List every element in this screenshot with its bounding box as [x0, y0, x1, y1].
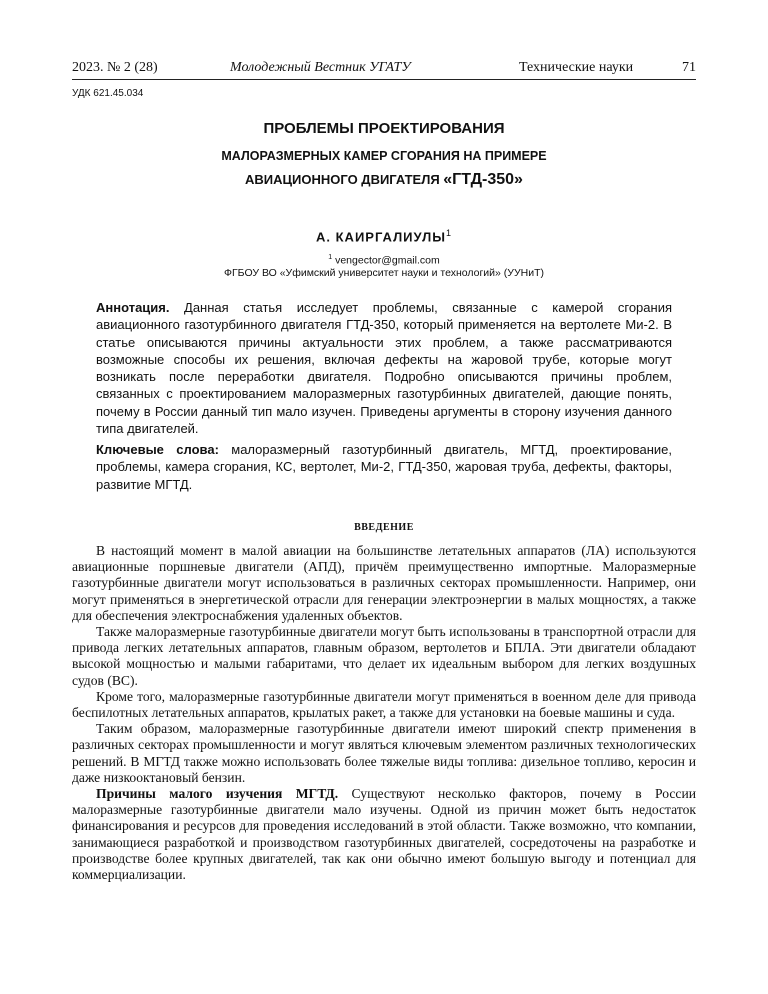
section-name: Технические науки [519, 60, 634, 75]
keywords [96, 441, 672, 493]
title-line-3-prefix: АВИАЦИОННОГО ДВИГАТЕЛЯ [245, 172, 444, 187]
section-heading: ВВЕДЕНИЕ [354, 522, 414, 533]
title-line-2: МАЛОРАЗМЕРНЫХ КАМЕР СГОРАНИЯ НА ПРИМЕРЕ [221, 149, 547, 163]
issue-number: 2023. № 2 (28) [72, 60, 158, 75]
email-mark: 1 [328, 254, 333, 261]
title-line-3 [72, 171, 696, 189]
email-address: vengector@gmail.com [335, 254, 440, 267]
keywords-label: Ключевые слова: [96, 442, 219, 457]
author-name: А. КАИРГАЛИУЛЫ [316, 229, 446, 245]
abstract [96, 299, 672, 437]
paragraph-text: Существуют несколько факторов, почему в России малоразмерные газотурбинные двигатели мало изучены. Одной из причин может быть недостаток финансирования и ресурсов для проведения исследований в этой области. Также возможно, что компании, занимающиеся разработкой и производством газотурбинных двигателей, сосредоточены на разработке и производстве более крупных двигателей, так как они обычно имеют большую выгоду и потенциал для коммерциализации. [72, 786, 696, 883]
paragraph-lead: Причины малого изучения МГТД. [96, 786, 339, 802]
running-header [72, 58, 696, 80]
author-email [72, 254, 696, 267]
engine-name: «ГТД-350» [443, 171, 523, 188]
abstract-text: Данная статья исследует проблемы, связанные с камерой сгорания авиационного газотурбинного двигателя ГТД-350, который применяется на вертолете Ми-2. В статье описываются причины актуальности этих проблем, а также рассматриваются возможные способы их решения, включая дефекты на жаровой трубе, которые могут возникать после переработки двигателя. Подробно описываются причины проблем, связанных с проектированием малоразмерных газотурбинных двигателей, дающие понять, почему в России данный тип мало изучен. Приведены аргументы в сторону изучения данного типа двигателей. [96, 300, 672, 437]
body-text [72, 543, 696, 883]
journal-name: Молодежный Вестник УГАТУ [230, 60, 411, 75]
author-affil-mark: 1 [445, 228, 452, 238]
paragraph: Также малоразмерные газотурбинные двигатели могут быть использованы в транспортной отрасли для привода легких летательных аппаратов, главным образом, вертолетов и БПЛА. Эти двигатели обладают высокой мощностью и малыми габаритами, что делает их идеальным выбором для легких воздушных судов (ВС). [72, 624, 696, 688]
abstract-label: Аннотация. [96, 300, 170, 315]
author [72, 228, 696, 244]
paragraph [72, 786, 696, 883]
page-number: 71 [682, 60, 696, 75]
paragraph: Таким образом, малоразмерные газотурбинные двигатели имеют широкий спектр применения в различных секторах промышленности и могут являться ключевым элементом различных технологических решений. В МГТД также можно использовать более тяжелые виды топлива: дизельное топливо, керосин и даже низкооктановый бензин. [72, 721, 696, 785]
title-line-1: ПРОБЛЕМЫ ПРОЕКТИРОВАНИЯ [263, 120, 505, 137]
header-rule [72, 79, 696, 80]
keywords-text: малоразмерный газотурбинный двигатель, МГТД, проектирование, проблемы, камера сгорания, КС, вертолет, Ми-2, ГТД-350, жаровая труба, дефекты, факторы, развитие МГТД. [96, 442, 672, 492]
paragraph: В настоящий момент в малой авиации на большинстве летательных аппаратов (ЛА) используются авиационные поршневые двигатели (АПД), причём преимущественно импортные. Малоразмерные газотурбинные двигатели могут использоваться в различных секторах промышленности. Например, они могут применяться в энергетической отрасли для генерации электроэнергии в малых мощностях, а также для обеспечения электроснабжения удаленных объектов. [72, 543, 696, 623]
udk-code: УДК 621.45.034 [72, 88, 144, 99]
paragraph: Кроме того, малоразмерные газотурбинные двигатели могут применяться в военном деле для привода беспилотных летательных аппаратов, крылатых ракет, а также для установки на боевые машины и суда. [72, 688, 696, 721]
affiliation: ФГБОУ ВО «Уфимский университет науки и технологий» (УУНиТ) [224, 267, 544, 279]
